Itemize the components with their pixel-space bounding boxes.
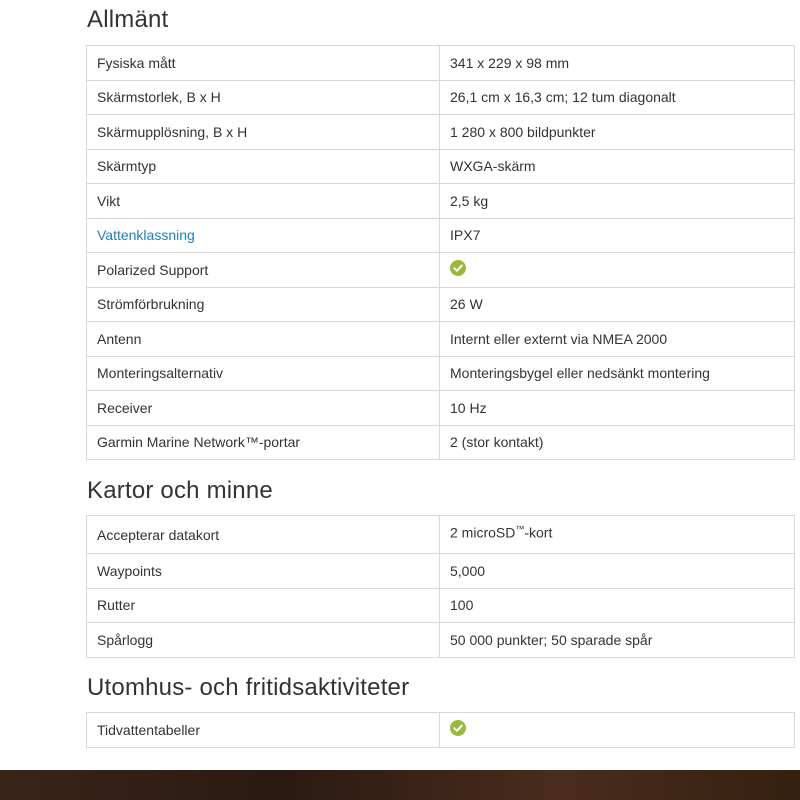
table-row xyxy=(87,287,795,322)
spec-value-cell xyxy=(440,516,795,554)
spec-label: Tidvattentabeller xyxy=(87,713,440,748)
table-row xyxy=(87,184,795,219)
table-row xyxy=(87,218,795,253)
spec-value: WXGA-skärm xyxy=(440,149,795,184)
section-title-outdoor: Utomhus- och fritidsaktiviteter xyxy=(87,674,410,701)
spec-table-maps-memory xyxy=(86,515,795,658)
table-row xyxy=(87,322,795,357)
spec-label: Skärmtyp xyxy=(87,149,440,184)
spec-value: 2 microSD xyxy=(450,524,516,541)
spec-label: Accepterar datakort xyxy=(87,516,440,554)
spec-value: 2 (stor kontakt) xyxy=(440,425,795,460)
footer-background xyxy=(0,770,800,800)
spec-label: Strömförbrukning xyxy=(87,287,440,322)
spec-label: Monteringsalternativ xyxy=(87,356,440,391)
spec-value: 341 x 229 x 98 mm xyxy=(440,46,795,81)
check-circle-icon xyxy=(450,260,466,276)
spec-value: 26 W xyxy=(440,287,795,322)
spec-value: 10 Hz xyxy=(440,391,795,426)
spec-value: Internt eller externt via NMEA 2000 xyxy=(440,322,795,357)
spec-value: 50 000 punkter; 50 sparade spår xyxy=(440,623,795,658)
table-row xyxy=(87,115,795,150)
spec-label: Rutter xyxy=(87,588,440,623)
table-row xyxy=(87,554,795,589)
spec-value: 1 280 x 800 bildpunkter xyxy=(440,115,795,150)
trademark-mark: ™ xyxy=(515,524,525,535)
table-row xyxy=(87,623,795,658)
spec-label: Skärmupplösning, B x H xyxy=(87,115,440,150)
table-row xyxy=(87,149,795,184)
water-rating-link[interactable]: Vattenklassning xyxy=(97,227,195,244)
spec-value: IPX7 xyxy=(440,218,795,253)
spec-label: Polarized Support xyxy=(87,253,440,288)
spec-value: 26,1 cm x 16,3 cm; 12 tum diagonalt xyxy=(440,80,795,115)
spec-value: Monteringsbygel eller nedsänkt montering xyxy=(440,356,795,391)
check-circle-icon xyxy=(450,720,466,736)
table-row xyxy=(87,46,795,81)
spec-value-cell xyxy=(440,713,795,748)
spec-label: Antenn xyxy=(87,322,440,357)
spec-label: Garmin Marine Network™-portar xyxy=(87,425,440,460)
spec-label-cell xyxy=(87,218,440,253)
table-row xyxy=(87,713,795,748)
spec-label: Skärmstorlek, B x H xyxy=(87,80,440,115)
section-title-general: Allmänt xyxy=(87,6,169,33)
spec-label: Spårlogg xyxy=(87,623,440,658)
table-row xyxy=(87,588,795,623)
spec-label: Fysiska mått xyxy=(87,46,440,81)
spec-value: 100 xyxy=(440,588,795,623)
section-title-maps-memory: Kartor och minne xyxy=(87,477,273,504)
table-row xyxy=(87,516,795,554)
table-row xyxy=(87,356,795,391)
spec-label: Waypoints xyxy=(87,554,440,589)
spec-value: 5,000 xyxy=(440,554,795,589)
spec-value-suffix: -kort xyxy=(524,524,553,541)
spec-table-outdoor xyxy=(86,712,795,748)
spec-value: 2,5 kg xyxy=(440,184,795,219)
spec-label: Receiver xyxy=(87,391,440,426)
table-row xyxy=(87,253,795,288)
spec-table-general xyxy=(86,45,795,460)
table-row xyxy=(87,391,795,426)
spec-label: Vikt xyxy=(87,184,440,219)
table-row xyxy=(87,80,795,115)
spec-value-cell xyxy=(440,253,795,288)
table-row xyxy=(87,425,795,460)
